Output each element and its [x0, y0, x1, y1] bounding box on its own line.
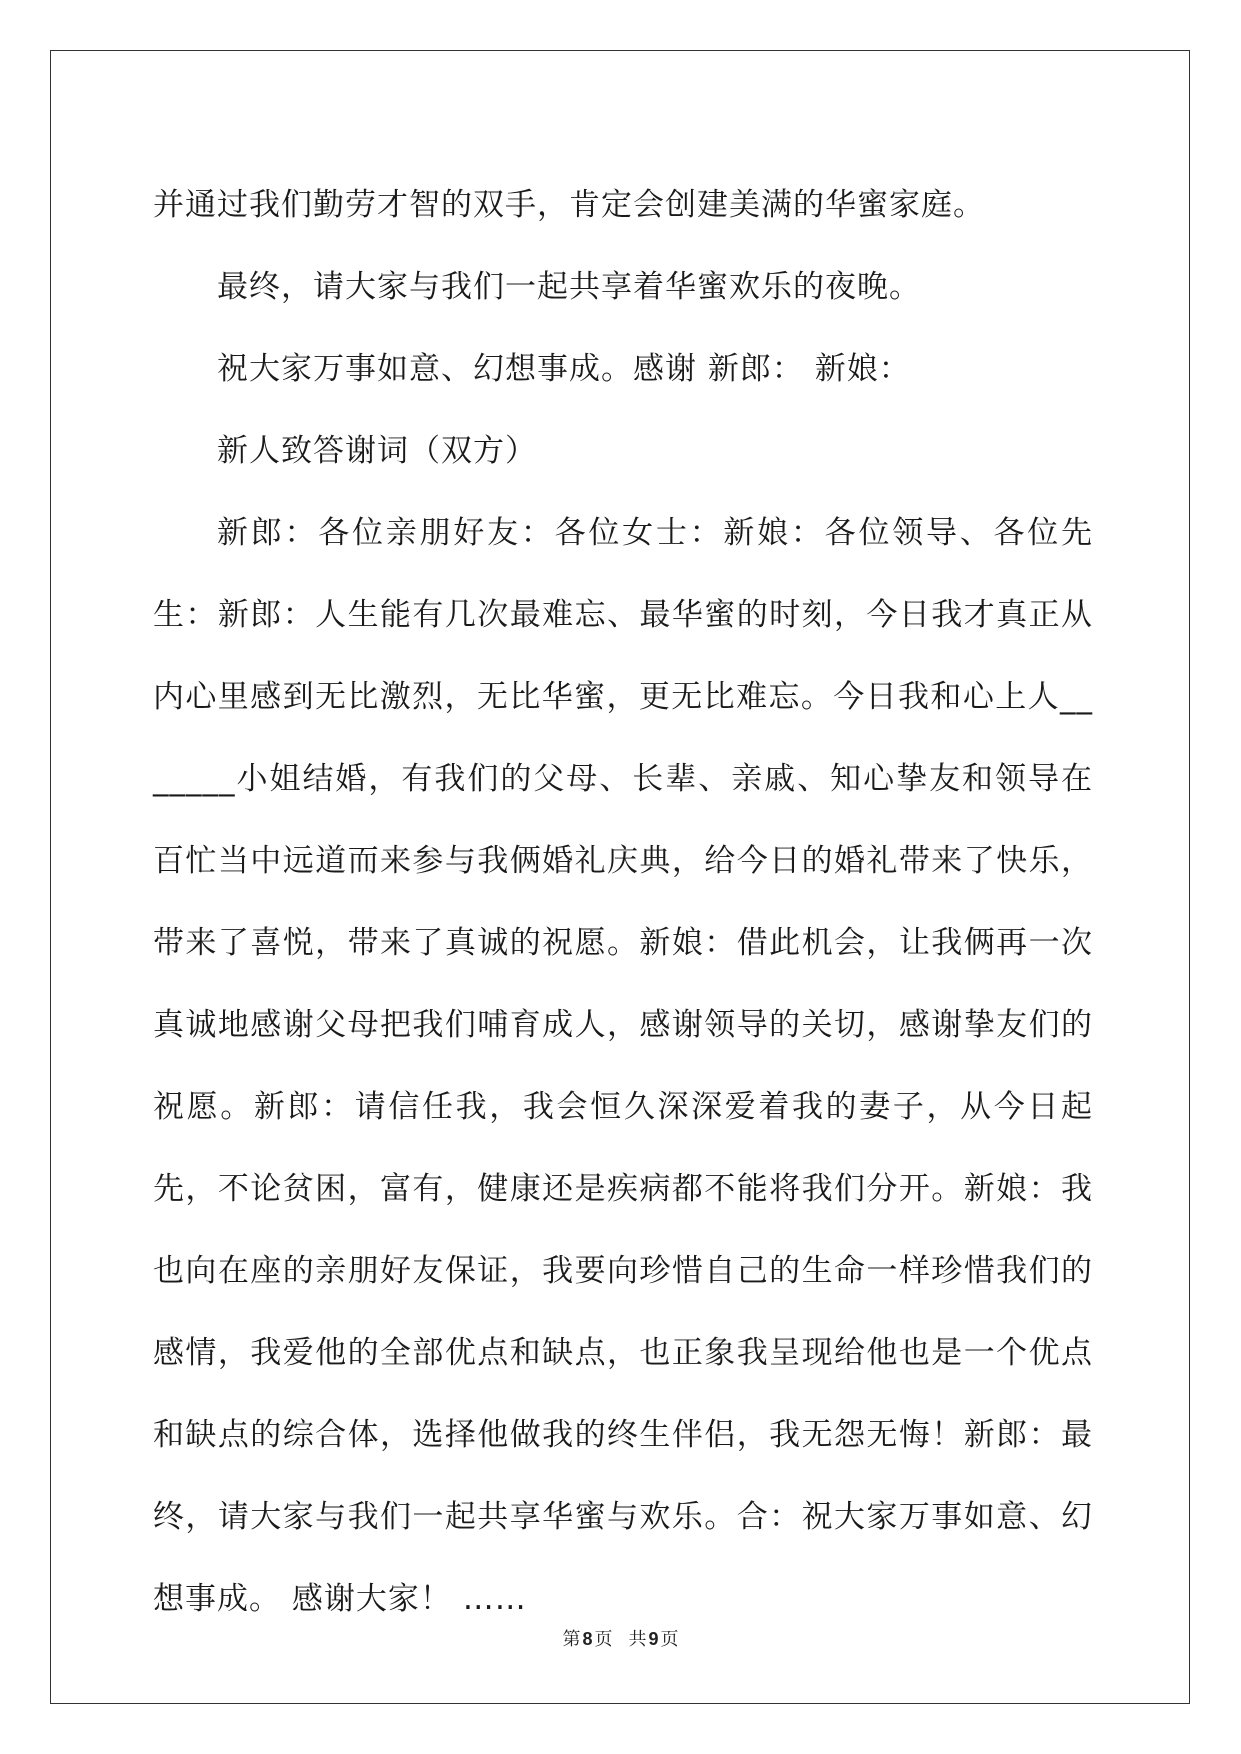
- footer-total-prefix: 共: [628, 1629, 647, 1650]
- footer-total-suffix: 页: [660, 1629, 679, 1650]
- footer-page-suffix: 页: [594, 1629, 613, 1650]
- paragraph-2: 最终，请大家与我们一起共享着华蜜欢乐的夜晚。: [217, 269, 921, 305]
- current-page-number: 8: [582, 1629, 593, 1649]
- paragraph-4: 新人致答谢词（双方）: [217, 433, 537, 469]
- paragraph-5: 新郎：各位亲朋好友：各位女士：新娘：各位领导、各位先生：新郎：人生能有几次最难忘、最华蜜的时刻，今日我才真正从内心里感到无比激烈，无比华蜜，更无比难忘。今日我和心上人_______小姐结婚，有我们的父母、长辈、亲戚、知心挚友和领导在百忙当中远道而来参与我俩婚礼庆典，给今日的婚礼带来了快乐，带来了喜悦，带来了真诚的祝愿。新娘：借此机会，让我俩再一次真诚地感谢父母把我们哺育成人，感谢领导的关切，感谢挚友们的祝愿。新郎：请信任我，我会恒久深深爱着我的妻子，从今日起先，不论贫困，富有，健康还是疾病都不能将我们分开。新娘：我也向在座的亲朋好友保证，我要向珍惜自己的生命一样珍惜我们的感情，我爱他的全部优点和缺点，也正象我呈现给他也是一个优点和缺点的综合体，选择他做我的终生伴侣，我无怨无悔！新郎：最终，请大家与我们一起共享华蜜与欢乐。合：祝大家万事如意、幻想事成。 感谢大家！ ……: [153, 515, 1093, 1617]
- document-body: [153, 164, 1093, 1640]
- total-pages-number: 9: [648, 1629, 659, 1649]
- page-number-footer: [0, 1625, 1241, 1651]
- paragraph-3: 祝大家万事如意、幻想事成。感谢 新郎： 新娘：: [217, 351, 911, 387]
- paragraph-1: 并通过我们勤劳才智的双手，肯定会创建美满的华蜜家庭。: [153, 187, 985, 223]
- footer-prefix: 第: [562, 1629, 581, 1650]
